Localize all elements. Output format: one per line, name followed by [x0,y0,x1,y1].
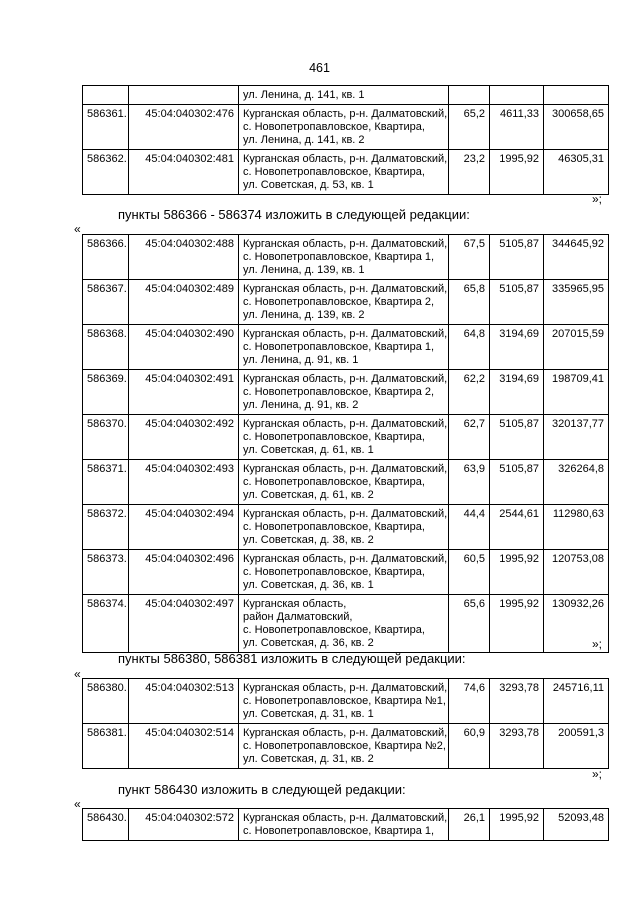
address-line: ул. Ленина, д. 141, кв. 1 [243,89,365,101]
table-row [83,595,609,653]
address-line: с. Новопетропавловское, Квартира 2, [243,386,435,398]
address-line: ул. Советская, д. 31, кв. 1 [243,708,374,720]
area-cell: 65,6 [449,595,490,653]
unit-price-cell: 2544,61 [490,505,544,550]
property-table [82,678,609,769]
table-row [83,280,609,325]
property-table [82,234,609,653]
item-number-cell: 586373. [83,550,129,595]
item-number-cell: 586366. [83,235,129,280]
area-cell: 44,4 [449,505,490,550]
address-cell [239,550,449,595]
address-line: Курганская область, р-н. Далматовский, [243,328,448,340]
cadastral-number-cell: 45:04:040302:493 [129,460,239,505]
address-line: с. Новопетропавловское, Квартира №1, [243,695,446,707]
total-value-cell: 198709,41 [544,370,609,415]
table-row [83,550,609,595]
unit-price-cell: 5105,87 [490,235,544,280]
address-cell [239,460,449,505]
item-number-cell: 586362. [83,150,129,195]
item-number-cell: 586368. [83,325,129,370]
property-table [82,85,609,195]
address-line: ул. Ленина, д. 141, кв. 2 [243,134,365,146]
total-value-cell: 245716,11 [544,679,609,724]
closing-quote: »; [592,192,603,206]
area-cell [449,86,490,105]
unit-price-cell: 1995,92 [490,550,544,595]
address-line: ул. Ленина, д. 91, кв. 1 [243,354,359,366]
opening-quote: « [74,667,81,681]
address-line: Курганская область, р-н. Далматовский, [243,283,448,295]
total-value-cell: 46305,31 [544,150,609,195]
address-line: Курганская область, [243,598,347,610]
table-row [83,150,609,195]
item-number-cell [83,86,129,105]
item-number-cell: 586372. [83,505,129,550]
opening-quote: « [74,797,81,811]
property-table [82,808,609,841]
unit-price-cell: 5105,87 [490,280,544,325]
address-line: Курганская область, р-н. Далматовский, [243,153,448,165]
unit-price-cell [490,86,544,105]
table-row [83,105,609,150]
unit-price-cell: 3194,69 [490,325,544,370]
unit-price-cell: 1995,92 [490,595,544,653]
address-line: Курганская область, р-н. Далматовский, [243,373,448,385]
cadastral-number-cell: 45:04:040302:489 [129,280,239,325]
unit-price-cell: 5105,87 [490,415,544,460]
address-line: район Далматовский, [243,611,353,623]
item-number-cell: 586370. [83,415,129,460]
total-value-cell: 120753,08 [544,550,609,595]
total-value-cell: 200591,3 [544,724,609,769]
table-row [83,325,609,370]
item-number-cell: 586380. [83,679,129,724]
table-row [83,809,609,841]
table-row [83,235,609,280]
total-value-cell: 320137,77 [544,415,609,460]
unit-price-cell: 3293,78 [490,679,544,724]
address-cell [239,679,449,724]
unit-price-cell: 1995,92 [490,809,544,841]
cadastral-number-cell: 45:04:040302:491 [129,370,239,415]
table-row [83,370,609,415]
address-line: с. Новопетропавловское, Квартира 1, [243,825,435,837]
item-number-cell: 586361. [83,105,129,150]
cadastral-number-cell: 45:04:040302:476 [129,105,239,150]
item-number-cell: 586430. [83,809,129,841]
area-cell: 23,2 [449,150,490,195]
address-line: ул. Ленина, д. 91, кв. 2 [243,399,359,411]
cadastral-number-cell: 45:04:040302:514 [129,724,239,769]
total-value-cell: 326264,8 [544,460,609,505]
total-value-cell [544,86,609,105]
address-line: с. Новопетропавловское, Квартира, [243,521,425,533]
total-value-cell: 130932,26 [544,595,609,653]
address-cell [239,86,449,105]
address-cell [239,370,449,415]
area-cell: 60,5 [449,550,490,595]
address-cell [239,105,449,150]
item-number-cell: 586371. [83,460,129,505]
unit-price-cell: 1995,92 [490,150,544,195]
address-cell [239,505,449,550]
cadastral-number-cell [129,86,239,105]
address-line: Курганская область, р-н. Далматовский, [243,418,448,430]
address-cell [239,280,449,325]
address-line: ул. Советская, д. 36, кв. 1 [243,579,374,591]
address-line: ул. Советская, д. 31, кв. 2 [243,753,374,765]
amendment-heading: пункты 586380, 586381 изложить в следующей редакции: [118,651,466,666]
address-line: с. Новопетропавловское, Квартира, [243,624,425,636]
area-cell: 74,6 [449,679,490,724]
address-line: ул. Советская, д. 38, кв. 2 [243,534,374,546]
address-line: ул. Советская, д. 36, кв. 2 [243,637,374,649]
table-row [83,460,609,505]
area-cell: 63,9 [449,460,490,505]
address-line: с. Новопетропавловское, Квартира, [243,121,425,133]
address-line: Курганская область, р-н. Далматовский, [243,682,448,694]
area-cell: 65,2 [449,105,490,150]
address-line: Курганская область, р-н. Далматовский, [243,508,448,520]
total-value-cell: 335965,95 [544,280,609,325]
cadastral-number-cell: 45:04:040302:490 [129,325,239,370]
table-row [83,724,609,769]
area-cell: 65,8 [449,280,490,325]
area-cell: 26,1 [449,809,490,841]
address-line: ул. Советская, д. 61, кв. 1 [243,444,374,456]
cadastral-number-cell: 45:04:040302:572 [129,809,239,841]
area-cell: 62,7 [449,415,490,460]
cadastral-number-cell: 45:04:040302:496 [129,550,239,595]
area-cell: 60,9 [449,724,490,769]
address-line: ул. Ленина, д. 139, кв. 1 [243,264,365,276]
address-cell [239,809,449,841]
cadastral-number-cell: 45:04:040302:513 [129,679,239,724]
table-row [83,679,609,724]
total-value-cell: 344645,92 [544,235,609,280]
address-cell [239,150,449,195]
cadastral-number-cell: 45:04:040302:494 [129,505,239,550]
cadastral-number-cell: 45:04:040302:481 [129,150,239,195]
address-line: с. Новопетропавловское, Квартира 2, [243,296,435,308]
table-row [83,86,609,105]
address-line: ул. Советская, д. 53, кв. 1 [243,179,374,191]
address-line: с. Новопетропавловское, Квартира, [243,166,425,178]
item-number-cell: 586369. [83,370,129,415]
address-cell [239,235,449,280]
address-line: ул. Ленина, д. 139, кв. 2 [243,309,365,321]
address-cell [239,415,449,460]
item-number-cell: 586381. [83,724,129,769]
cadastral-number-cell: 45:04:040302:488 [129,235,239,280]
total-value-cell: 207015,59 [544,325,609,370]
address-line: с. Новопетропавловское, Квартира, [243,566,425,578]
unit-price-cell: 4611,33 [490,105,544,150]
address-line: с. Новопетропавловское, Квартира 1, [243,251,435,263]
table-row [83,415,609,460]
address-line: Курганская область, р-н. Далматовский, [243,108,448,120]
address-cell [239,724,449,769]
amendment-heading: пункт 586430 изложить в следующей редакции: [118,782,406,797]
address-line: Курганская область, р-н. Далматовский, [243,553,448,565]
address-cell [239,595,449,653]
amendment-heading: пункты 586366 - 586374 изложить в следующей редакции: [118,207,470,222]
area-cell: 67,5 [449,235,490,280]
closing-quote: »; [592,767,603,781]
table-row [83,505,609,550]
address-line: Курганская область, р-н. Далматовский, [243,238,448,250]
address-line: с. Новопетропавловское, Квартира 1, [243,341,435,353]
address-line: Курганская область, р-н. Далматовский, [243,812,448,824]
cadastral-number-cell: 45:04:040302:492 [129,415,239,460]
address-cell [239,325,449,370]
item-number-cell: 586367. [83,280,129,325]
closing-quote: »; [592,637,603,651]
address-line: с. Новопетропавловское, Квартира, [243,431,425,443]
item-number-cell: 586374. [83,595,129,653]
unit-price-cell: 3194,69 [490,370,544,415]
address-line: ул. Советская, д. 61, кв. 2 [243,489,374,501]
area-cell: 64,8 [449,325,490,370]
unit-price-cell: 5105,87 [490,460,544,505]
cadastral-number-cell: 45:04:040302:497 [129,595,239,653]
address-line: с. Новопетропавловское, Квартира №2, [243,740,446,752]
unit-price-cell: 3293,78 [490,724,544,769]
total-value-cell: 52093,48 [544,809,609,841]
opening-quote: « [74,222,81,236]
total-value-cell: 300658,65 [544,105,609,150]
address-line: Курганская область, р-н. Далматовский, [243,463,448,475]
page-number: 461 [309,61,330,75]
address-line: Курганская область, р-н. Далматовский, [243,727,448,739]
total-value-cell: 112980,63 [544,505,609,550]
address-line: с. Новопетропавловское, Квартира, [243,476,425,488]
area-cell: 62,2 [449,370,490,415]
